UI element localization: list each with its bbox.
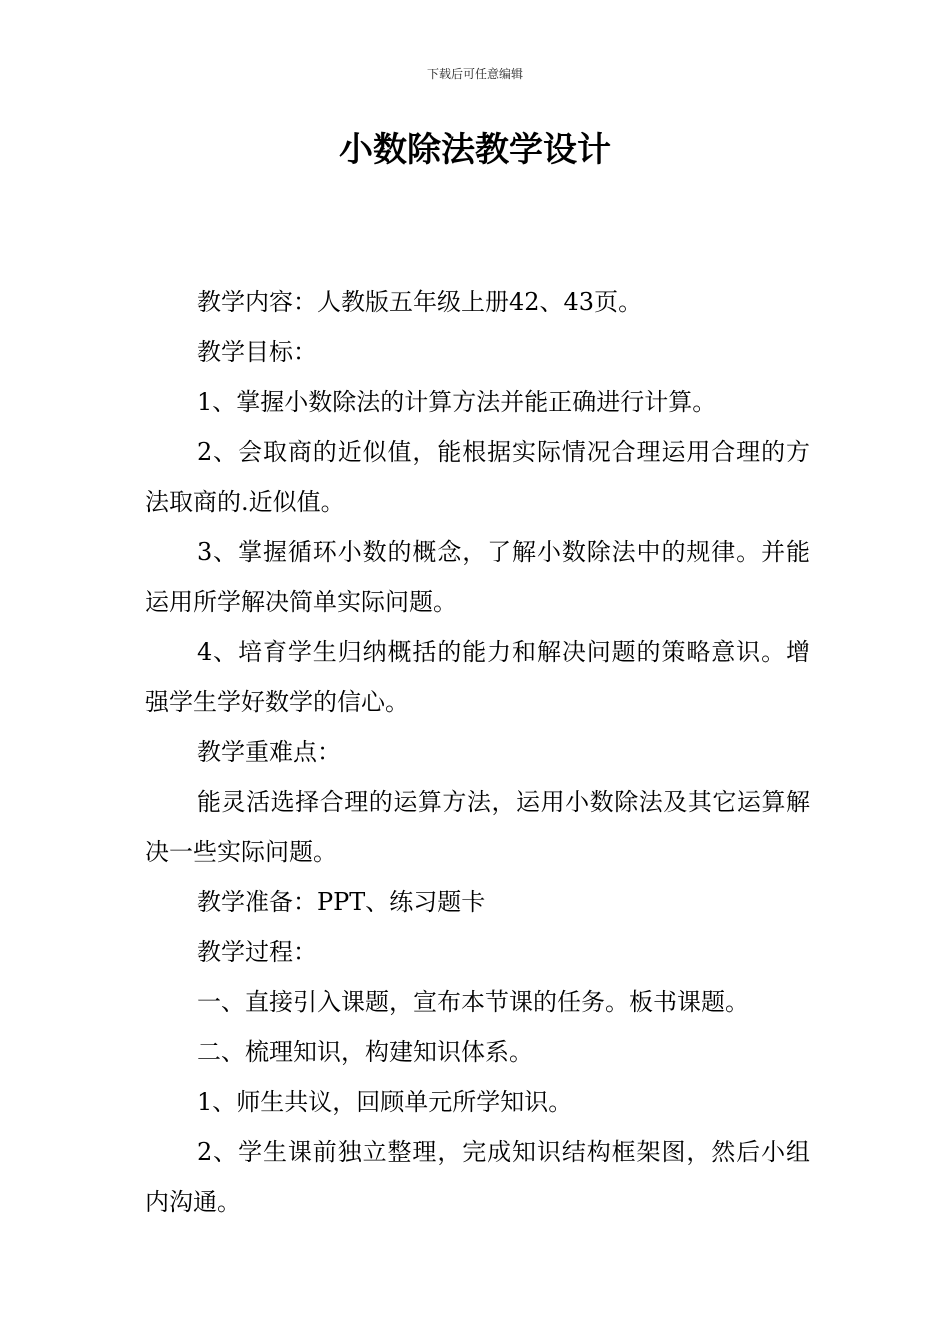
paragraph-key-points: 能灵活选择合理的运算方法，运用小数除法及其它运算解决一些实际问题。 [145, 788, 810, 866]
paragraph-substep-2: 2、学生课前独立整理，完成知识结构框架图，然后小组内沟通。 [145, 1138, 810, 1216]
paragraph-goal-1: 1、掌握小数除法的计算方法并能正确进行计算。 [197, 388, 717, 416]
paragraph-process-heading: 教学过程： [197, 938, 317, 966]
document-body [145, 277, 810, 1227]
paragraph-substep-1: 1、师生共议，回顾单元所学知识。 [197, 1088, 573, 1116]
paragraph-key-points-heading: 教学重难点： [197, 738, 341, 766]
paragraph-goal-2: 2、会取商的近似值，能根据实际情况合理运用合理的方法取商的.近似值。 [145, 438, 810, 516]
paragraph-preparation: 教学准备：PPT、练习题卡 [197, 888, 486, 916]
document-title: 小数除法教学设计 [339, 130, 611, 170]
paragraph-teaching-goals-heading: 教学目标： [197, 338, 317, 366]
paragraph-step-2: 二、梳理知识，构建知识体系。 [197, 1038, 533, 1066]
paragraph-step-1: 一、直接引入课题，宣布本节课的任务。板书课题。 [197, 988, 749, 1016]
paragraph-goal-4: 4、培育学生归纳概括的能力和解决问题的策略意识。增强学生学好数学的信心。 [145, 638, 810, 716]
page-header-note: 下载后可任意编辑 [426, 67, 523, 81]
paragraph-teaching-content: 教学内容：人教版五年级上册42、43页。 [197, 288, 643, 316]
paragraph-goal-3: 3、掌握循环小数的概念，了解小数除法中的规律。并能运用所学解决简单实际问题。 [145, 538, 810, 616]
